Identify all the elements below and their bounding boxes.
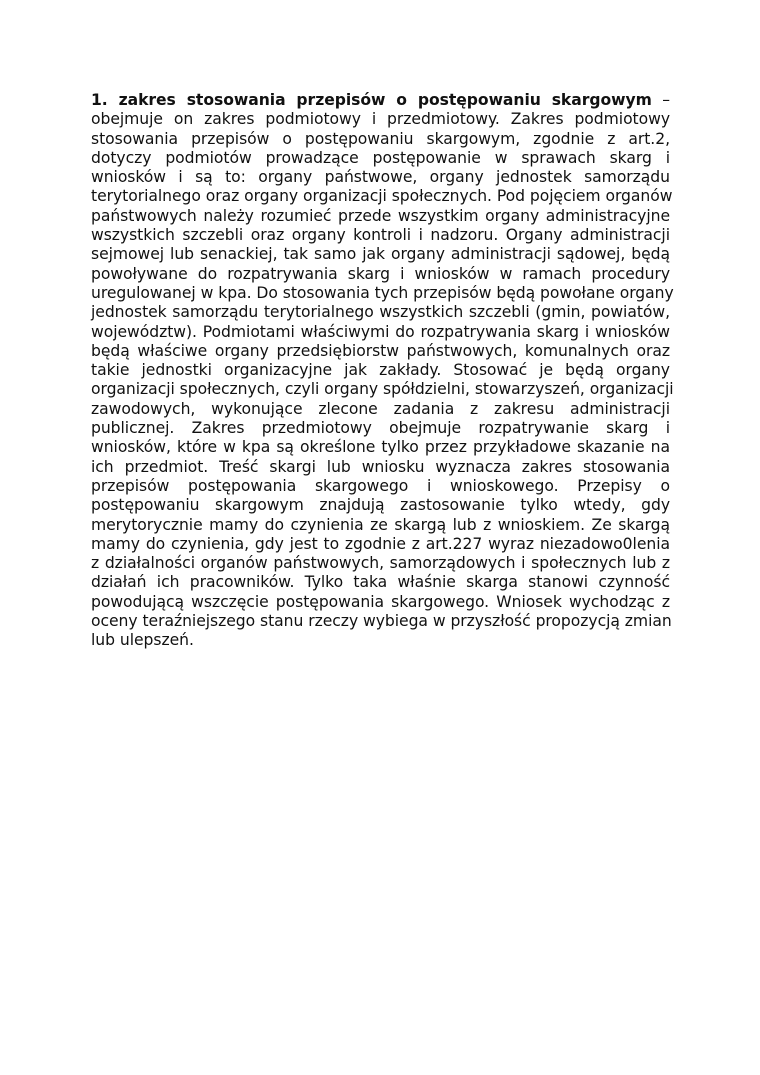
- text-line: mamy do czynienia, gdy jest to zgodnie z art.227 wyraz niezadowo0lenia: [91, 534, 670, 553]
- text-line: obejmuje on zakres podmiotowy i przedmiotowy. Zakres podmiotowy: [91, 110, 670, 129]
- text-line: sejmowej lub senackiej, tak samo jak organy administracji sądowej, będą: [91, 245, 670, 264]
- text-line: takie jednostki organizacyjne jak zakłady. Stosować je będą organy: [91, 361, 670, 380]
- text-line: wszystkich szczebli oraz organy kontroli i nadzoru. Organy administracji: [91, 226, 670, 245]
- text-line: zawodowych, wykonujące zlecone zadania z zakresu administracji: [91, 399, 670, 418]
- text-line: merytorycznie mamy do czynienia ze skargą lub z wnioskiem. Ze skargą: [91, 515, 670, 534]
- text-line: wniosków, które w kpa są określone tylko przez przykładowe skazanie na: [91, 438, 670, 457]
- text-line: przepisów postępowania skargowego i wnioskowego. Przepisy o: [91, 476, 670, 495]
- section-heading: 1. zakres stosowania przepisów o postępowaniu skargowym: [91, 91, 652, 109]
- text-line: wniosków i są to: organy państwowe, organy jednostek samorządu: [91, 168, 670, 187]
- text-line: terytorialnego oraz organy organizacji społecznych. Pod pojęciem organów: [91, 187, 673, 206]
- heading-line: [91, 91, 670, 110]
- text-line: będą właściwe organy przedsiębiorstw państwowych, komunalnych oraz: [91, 341, 670, 360]
- text-line: lub ulepszeń.: [91, 631, 194, 650]
- text-line: województw). Podmiotami właściwymi do rozpatrywania skarg i wniosków: [91, 322, 670, 341]
- text-line: stosowania przepisów o postępowaniu skargowym, zgodnie z art.2,: [91, 129, 670, 148]
- text-line: powodującą wszczęcie postępowania skargowego. Wniosek wychodząc z: [91, 592, 670, 611]
- text-line: publicznej. Zakres przedmiotowy obejmuje rozpatrywanie skarg i: [91, 419, 670, 438]
- text-line: oceny teraźniejszego stanu rzeczy wybiega w przyszłość propozycją zmian: [91, 612, 672, 631]
- text-line: państwowych należy rozumieć przede wszystkim organy administracyjne: [91, 206, 670, 225]
- heading-dash: –: [651, 91, 671, 109]
- text-line: postępowaniu skargowym znajdują zastosowanie tylko wtedy, gdy: [91, 496, 670, 515]
- text-line: z działalności organów państwowych, samorządowych i społecznych lub z: [91, 554, 670, 573]
- text-line: działań ich pracowników. Tylko taka właśnie skarga stanowi czynność: [91, 573, 670, 592]
- text-line: jednostek samorządu terytorialnego wszystkich szczebli (gmin, powiatów,: [91, 303, 670, 322]
- text-line: powoływane do rozpatrywania skarg i wniosków w ramach procedury: [91, 264, 670, 283]
- text-line: organizacji społecznych, czyli organy spółdzielni, stowarzyszeń, organizacji: [91, 380, 674, 399]
- text-line: ich przedmiot. Treść skargi lub wniosku wyznacza zakres stosowania: [91, 457, 670, 476]
- text-line: uregulowanej w kpa. Do stosowania tych przepisów będą powołane organy: [91, 283, 674, 302]
- text-line: dotyczy podmiotów prowadzące postępowanie w sprawach skarg i: [91, 148, 670, 167]
- body-paragraph: [91, 91, 674, 651]
